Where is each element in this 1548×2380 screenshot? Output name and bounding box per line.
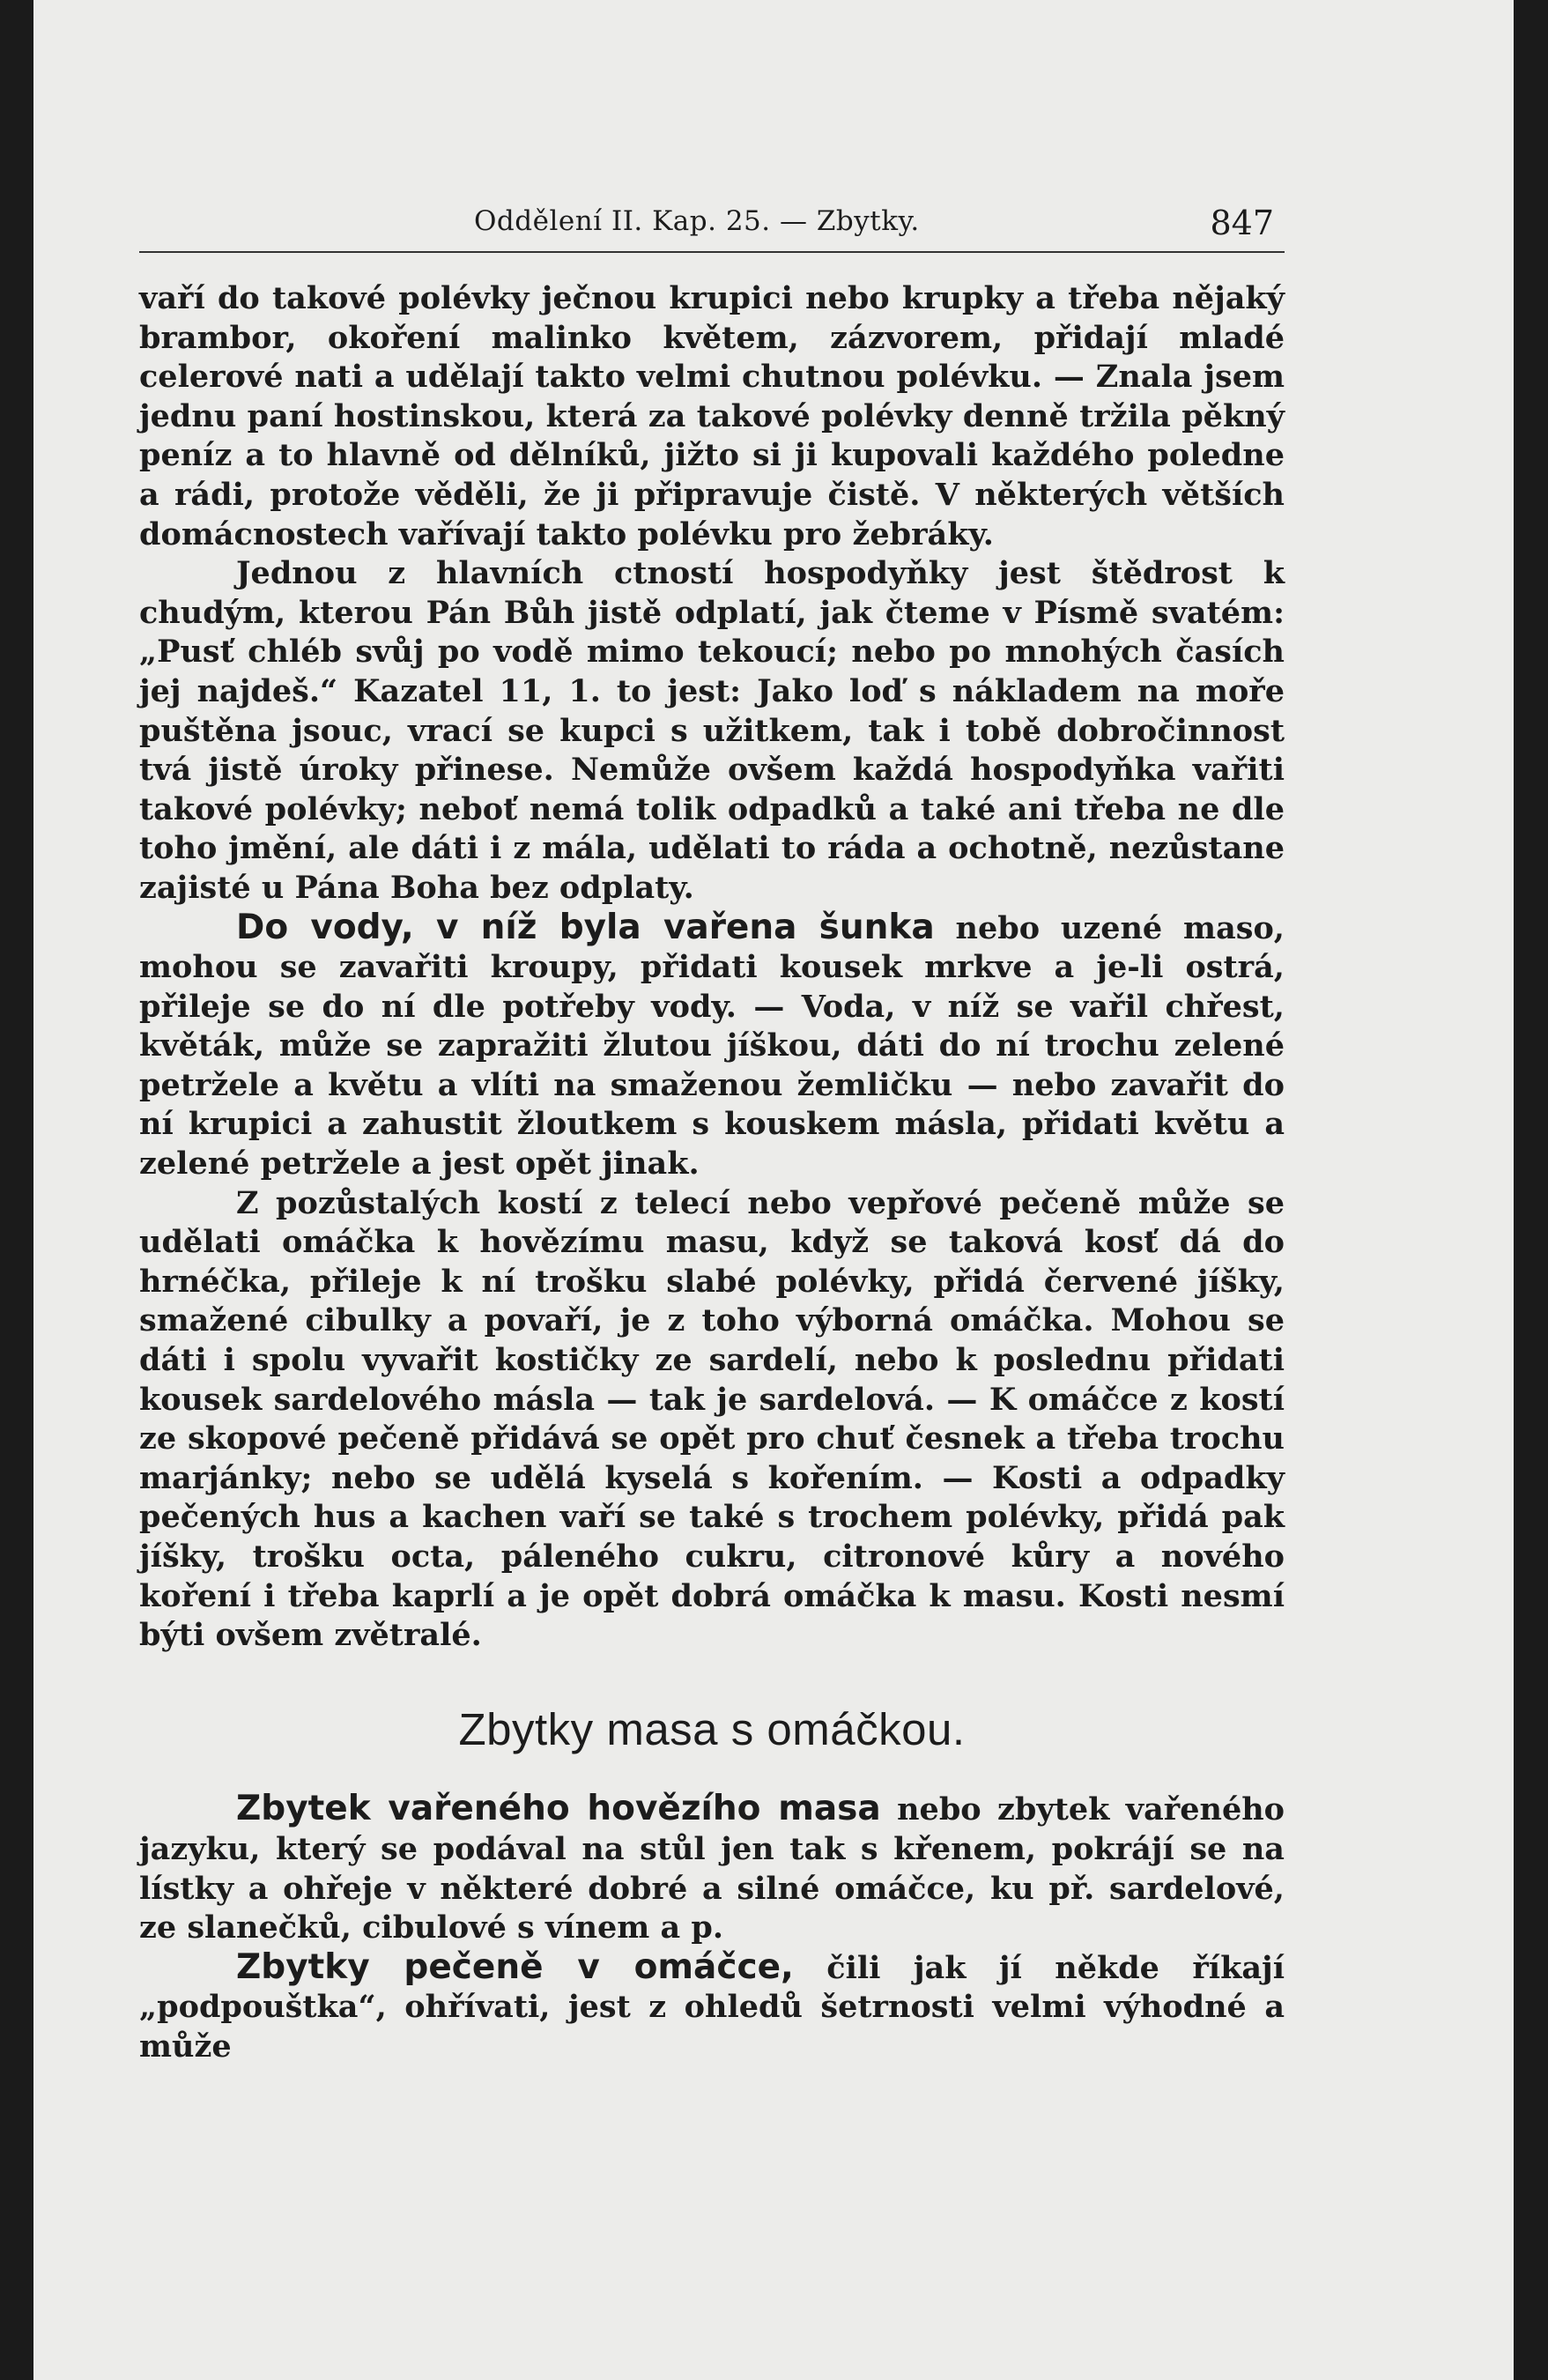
paragraph-generosity: Jednou z hlavních ctností hospodyňky jest štědrost k chudým, kterou Pán Bůh jistě odplatí, jak čteme v Písmě svatém: „Pusť chléb svůj po vodě mimo tekoucí; nebo po mnohých časích jej najdeš.“ Kazatel 11, 1. to jest: Jako loď s nákladem na moře puštěna jsouc, vrací se kupci s užitkem, tak i tobě dobročinnost tvá jistě úroky přinese. Nemůže ovšem každá hospodyňka vařiti takové polévky; neboť nemá tolik odpadků a také ani třeba ne dle toho jmění, ale dáti i z mála, udělati to ráda a ochotně, nezůstane zajisté u Pána Boha bez odplaty. (139, 555, 1285, 906)
page-number: 847 (1210, 204, 1274, 242)
paragraph-lead: Zbytek vařeného hovězího masa (236, 1789, 881, 1829)
section-heading: Zbytky masa s omáčkou. (458, 1703, 966, 1754)
paragraph-ham-water (139, 908, 1285, 1184)
paragraph-text: nebo zbytek vařeného jazyku, který se podával na stůl jen tak s křenem, pokrájí se na lístky a ohřeje v některé dobré a silné omáčce, ku př. sardelové, ze slanečků, cibulové s vínem a p. (139, 1791, 1285, 1946)
paragraph-text: nebo uzené maso, mohou se zavařiti kroupy, přidati kousek mrkve a je-li ostrá, přileje se do ní dle potřeby vody. — Voda, v níž se vařil chřest, květák, může se zapražiti žlutou jíškou, dáti do ní trochu zelené petržele a květu a vlíti na smaženou žemličku — nebo zavařit do ní krupici a zahustit žloutkem s kouskem másla, přidati květu a zelené petržele a jest opět jinak. (139, 909, 1285, 1183)
paragraph-lead: Do vody, v níž byla vařena šunka (236, 907, 935, 947)
scan-left-edge (0, 0, 33, 2380)
paragraph-bones-sauce: Z pozůstalých kostí z telecí nebo vepřové pečeně může se udělati omáčka k hovězímu masu, když se taková kosť dá do hrnéčka, přileje k ní trošku slabé polévky, přidá červené jíšky, smažené cibulky a povaří, je z toho výborná omáčka. Mohou se dáti i spolu vyvařit kostičky ze sardelí, nebo k poslednu přidati kousek sardelového másla — tak je sardelová. — K omáčce z kostí ze skopové pečeně přidává se opět pro chuť česnek a třeba trochu marjánky; nebo se udělá kyselá s kořením. — Kosti a odpadky pečených hus a kachen vaří se také s trochem polévky, přidá pak jíšky, trošku octa, páleného cukru, citronové kůry a nového koření i třeba kaprlí a je opět dobrá omáčka k masu. Kosti nesmí býti ovšem zvětralé. (139, 1184, 1285, 1654)
running-head (139, 198, 1285, 253)
page-content (139, 198, 1285, 2067)
scan-right-edge (1514, 0, 1548, 2380)
paragraph-roast-in-sauce (139, 1948, 1285, 2067)
body-text (139, 279, 1285, 2067)
paragraph-soup-for-poor: vaří do takové polévky ječnou krupici nebo krupky a třeba nějaký brambor, okoření malinko květem, zázvorem, přidají mladé celerové nati a udělají takto velmi chutnou polévku. — Znala jsem jednu paní hostinskou, která za takové polévky denně tržila pěkný peníz a to hlavně od dělníků, jižto si ji kupovali každého poledne a rádi, protože věděli, že ji připravuje čistě. V některých větších domácnostech vařívají takto polévku pro žebráky. (139, 280, 1285, 552)
running-title: Oddělení II. Kap. 25. — Zbytky. (474, 205, 920, 237)
paragraph-beef-leftovers (139, 1790, 1285, 1947)
paragraph-lead: Zbytky pečeně v omáčce, (236, 1946, 794, 1987)
paragraph-text: čili jak jí někde říkají „podpouštka“, ohřívati, jest z ohledů šetrnosti velmi výhodné a může (139, 1949, 1285, 2065)
